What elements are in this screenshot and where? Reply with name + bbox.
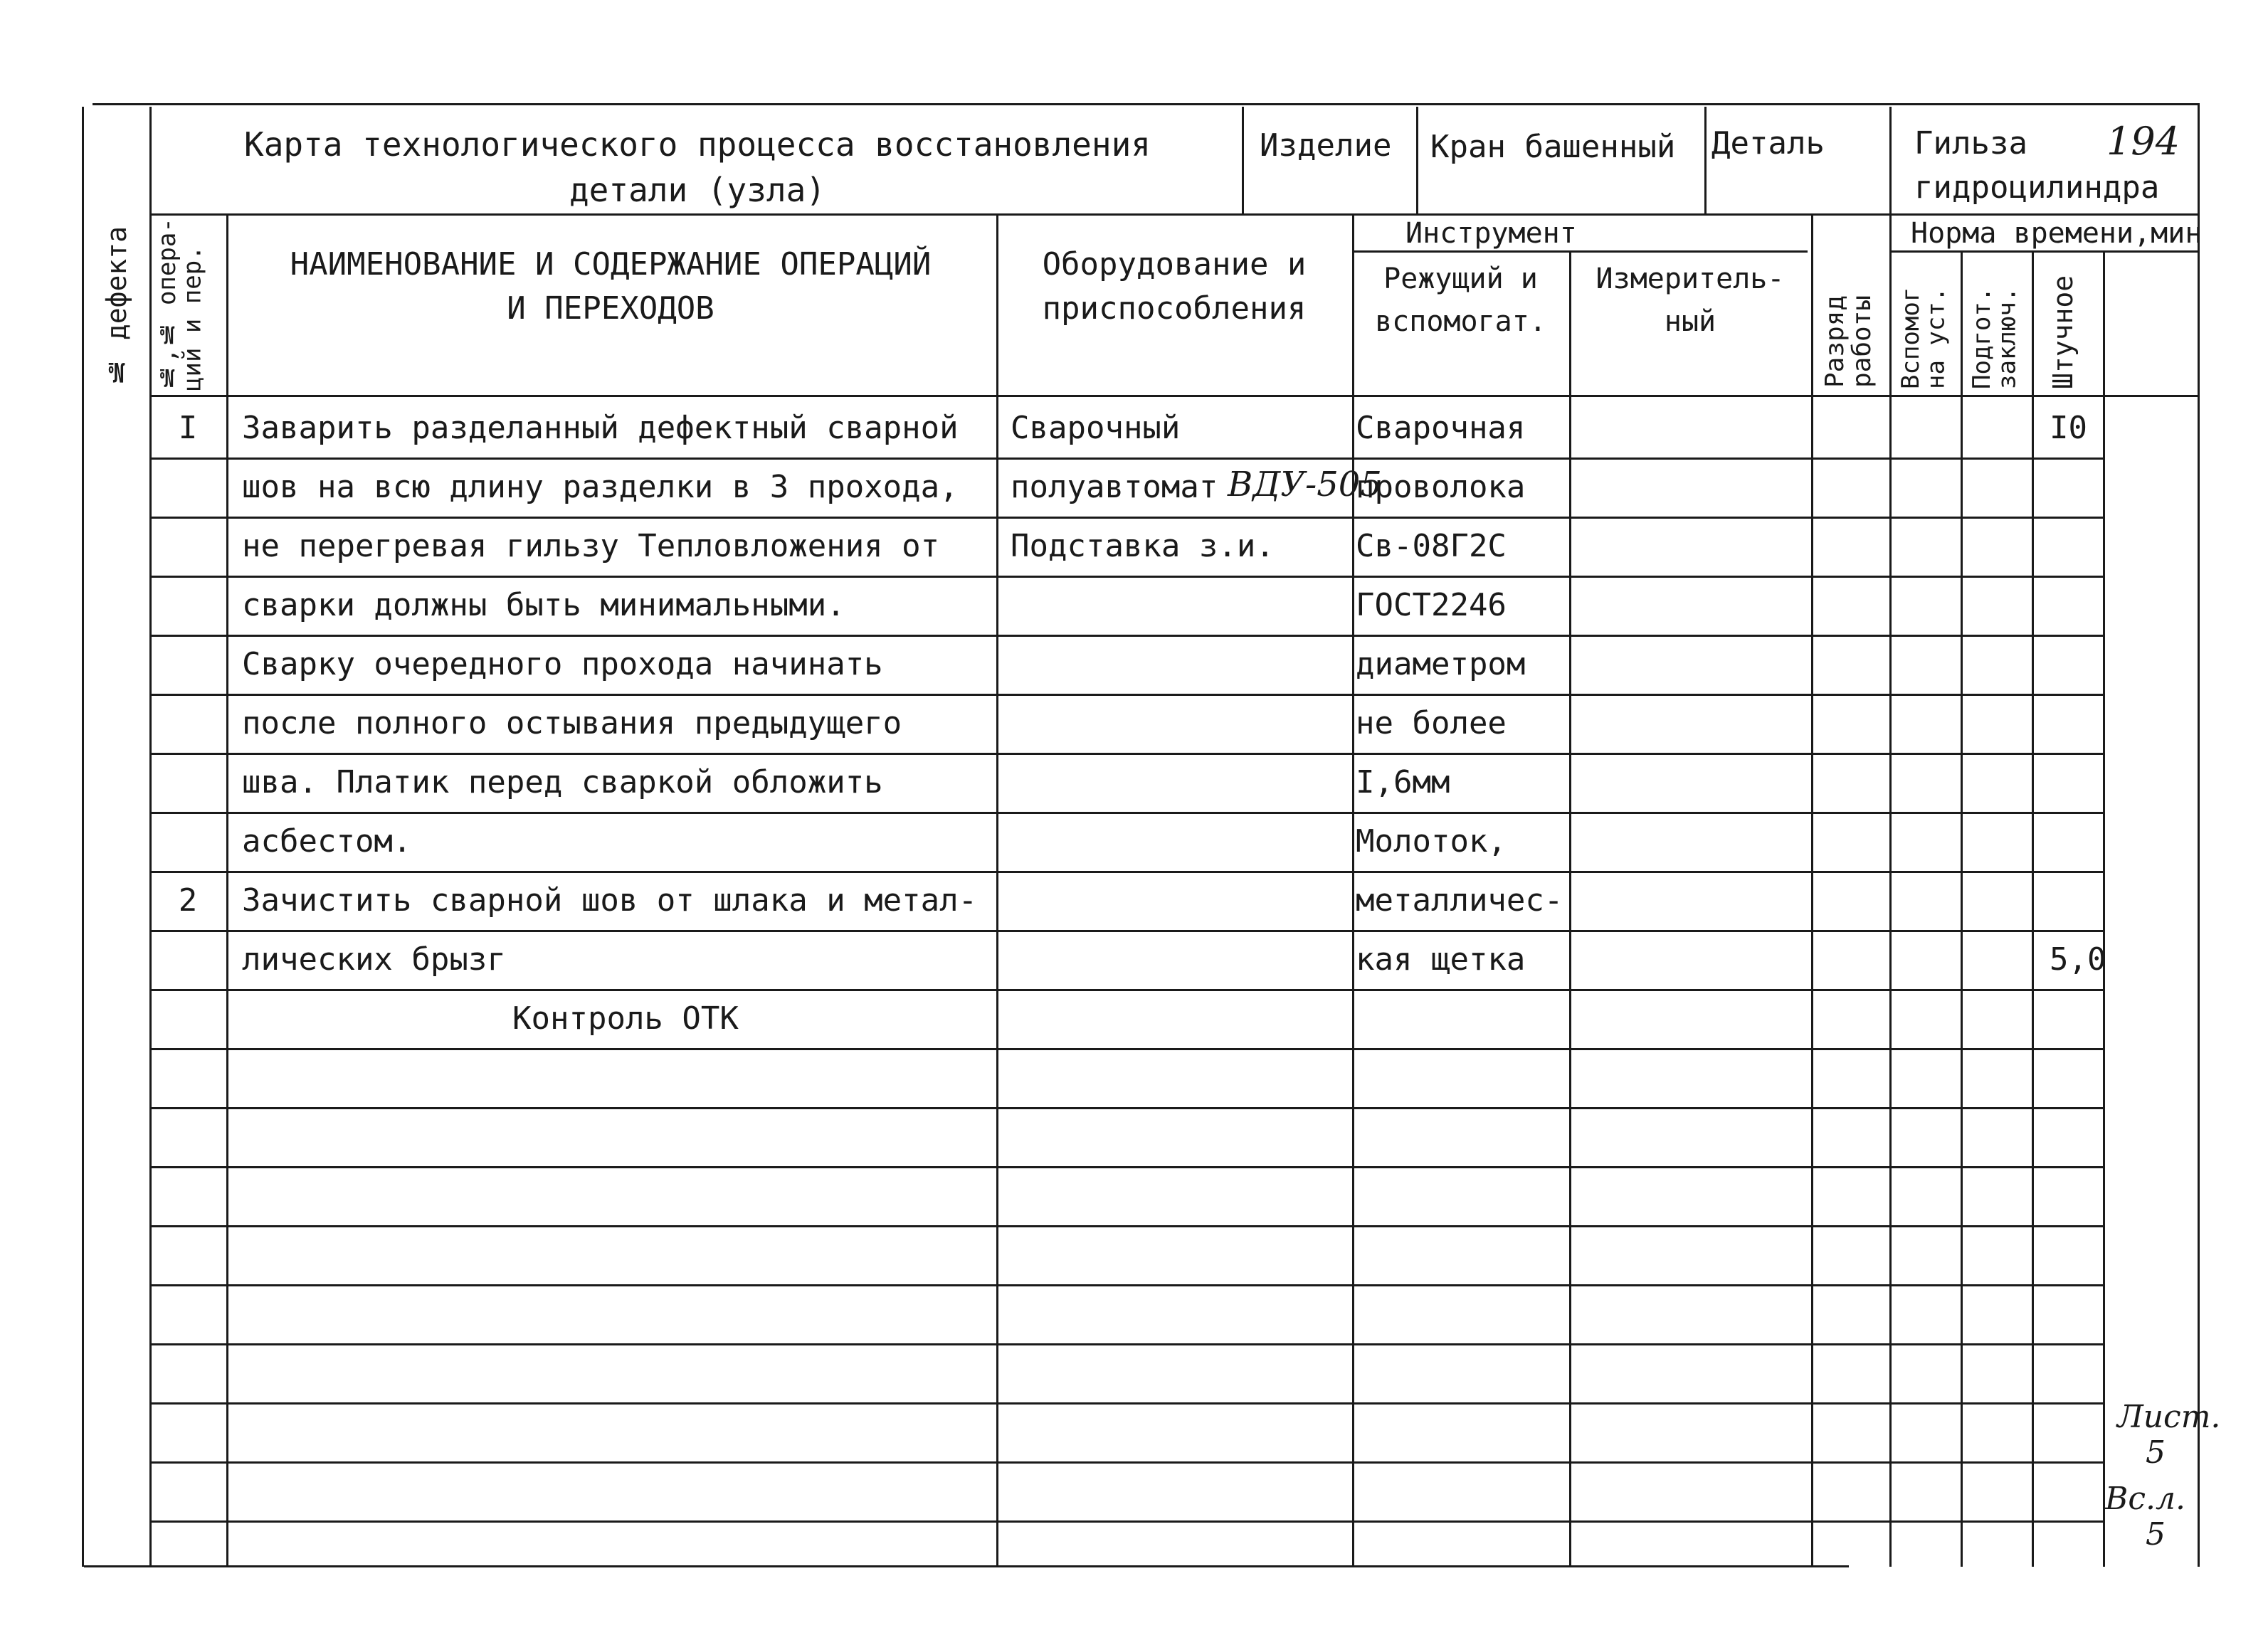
equipment-text: полуавтомат (1011, 469, 1218, 505)
tool-text: диаметром (1356, 646, 1526, 682)
col-piece-left (2032, 250, 2034, 1567)
row-rule (149, 1107, 2103, 1109)
tool-text: Молоток, (1356, 823, 1507, 859)
measuring-tool-header-line1: Измеритель- (1595, 263, 1785, 295)
row-rule (149, 1461, 2103, 1464)
operation-text: после полного остывания предыдущего (242, 705, 902, 741)
card-title (171, 125, 1224, 209)
row-rule (149, 871, 2103, 873)
left-border (82, 107, 84, 1567)
time-norm-rule (1889, 250, 2199, 253)
instrument-header: Инструмент (1405, 217, 1577, 250)
row-rule (149, 457, 2103, 460)
prep-time-header-line2: заключ. (1993, 287, 2022, 389)
operation-text: Заварить разделанный дефектный сварной (242, 410, 959, 446)
row-rule (149, 753, 2103, 755)
header-part-left (1704, 107, 1707, 213)
total-sheets-label: Вс.л. (2105, 1481, 2185, 1517)
total-sheets-value: 5 (2146, 1516, 2166, 1553)
equipment-text: Сварочный (1011, 410, 1181, 446)
tool-text: металличес- (1356, 882, 1563, 919)
bottom-border (84, 1565, 1849, 1567)
card-title-line2: детали (узла) (569, 171, 826, 209)
operation-number-line2: ций и пер. (178, 245, 207, 391)
operations-header-line2: И ПЕРЕХОДОВ (507, 290, 714, 327)
operation-number-line1: №,№ опера- (153, 218, 181, 391)
col-measure-left (1569, 250, 1571, 1567)
sheet-value: 5 (2146, 1434, 2166, 1471)
header-part-value-left (1889, 107, 1892, 213)
measuring-tool-header (1569, 265, 1811, 336)
top-border (93, 103, 2199, 105)
col-grade-left (1811, 213, 1813, 1567)
piece-time-value: 5,0 (2050, 941, 2106, 978)
equipment-header-line1: Оборудование и (1042, 246, 1307, 282)
cutting-tool-header (1352, 265, 1569, 336)
col-op-left (149, 107, 152, 1567)
col-extra-left (2103, 250, 2105, 1567)
row-rule (149, 1284, 2103, 1286)
measuring-tool-header-line2: ный (1664, 305, 1716, 338)
row-rule (149, 517, 2103, 519)
operation-number-header (155, 217, 206, 391)
aux-time-header-line2: на уст. (1921, 287, 1951, 389)
product-label: Изделие (1260, 127, 1392, 164)
cutting-tool-header-line2: вспомогат. (1375, 305, 1546, 338)
operations-header (226, 246, 995, 327)
defect-number-header (103, 224, 132, 388)
operation-text: лических брызг (242, 941, 506, 978)
tool-text: I,6мм (1356, 764, 1450, 800)
row-rule (149, 1343, 2103, 1345)
cutting-tool-header-line1: Режущий и (1383, 263, 1538, 295)
part-label: Деталь (1711, 125, 1825, 162)
row-rule (149, 930, 2103, 932)
piece-time-header (2047, 258, 2079, 389)
row-rule (149, 1520, 2103, 1523)
operation-text: Зачистить сварной шов от шлака и метал- (242, 882, 978, 919)
operation-number: 2 (178, 882, 198, 919)
col-tool-left (1352, 213, 1354, 1567)
col-text-left (226, 213, 228, 1567)
prep-time-header-line1: Подгот. (1968, 287, 1996, 389)
row-rule (149, 1402, 2103, 1405)
card-title-line1: Карта технологического процесса восстановления (244, 125, 1151, 164)
operations-header-line1: НАИМЕНОВАНИЕ И СОДЕРЖАНИЕ ОПЕРАЦИЙ (290, 246, 932, 282)
row-rule (149, 989, 2103, 991)
instrument-rule (1352, 250, 1808, 253)
row-rule (149, 812, 2103, 814)
prep-time-header (1970, 258, 2020, 389)
row-rule (149, 694, 2103, 696)
tool-text: проволока (1356, 469, 1526, 505)
tool-text: ГОСТ2246 (1356, 587, 1507, 623)
grade-header (1822, 263, 1876, 388)
operation-text: Контроль ОТК (512, 1000, 739, 1037)
time-norm-header: Норма времени,мин (1911, 217, 2203, 250)
part-number: 194 (2106, 119, 2180, 164)
tool-text: Сварочная (1356, 410, 1526, 446)
defect-number-label: № дефекта (101, 226, 132, 388)
header-product-left (1242, 107, 1244, 213)
tool-text: Св-08Г2С (1356, 528, 1507, 564)
grade-header-line1: Разряд (1820, 295, 1850, 388)
grade-header-line2: работы (1847, 295, 1877, 388)
product-value: Кран башенный (1430, 129, 1676, 165)
part-value-line2: гидроцилиндра (1914, 169, 2160, 206)
operation-text: асбестом. (242, 823, 412, 859)
equipment-handwritten: ВДУ-505 (1228, 465, 1382, 504)
row-rule (149, 635, 2103, 637)
right-border (2198, 103, 2200, 1567)
sheet-label: Лист. (2117, 1399, 2221, 1435)
col-aux-left (1889, 213, 1892, 1567)
operation-number: I (178, 410, 198, 446)
row-rule (149, 1166, 2103, 1168)
col-prep-left (1961, 250, 1963, 1567)
piece-time-header-label: Штучное (2047, 275, 2079, 389)
header-product-value-left (1416, 107, 1418, 213)
header-bottom-rule (149, 213, 2199, 216)
equipment-header-line2: приспособления (1042, 290, 1307, 327)
piece-time-value: I0 (2050, 410, 2087, 446)
aux-time-header-line1: Вспомог (1897, 287, 1925, 389)
operation-text: Сварку очередного прохода начинать (242, 646, 883, 682)
aux-time-header (1899, 258, 1949, 389)
equipment-text: Подставка з.и. (1011, 528, 1275, 564)
operation-text: сварки должны быть минимальными. (242, 587, 845, 623)
row-rule (149, 576, 2103, 578)
tool-text: не более (1356, 705, 1507, 741)
tool-text: кая щетка (1356, 941, 1526, 978)
row-rule (149, 1225, 2103, 1227)
operation-text: не перегревая гильзу Тепловложения от (242, 528, 940, 564)
equipment-header (996, 246, 1352, 327)
part-value-line1: Гильза (1914, 125, 2027, 162)
column-header-bottom-rule (149, 395, 2199, 397)
operation-text: шва. Платик перед сваркой обложить (242, 764, 883, 800)
col-equipment-left (996, 213, 998, 1567)
operation-text: шов на всю длину разделки в 3 прохода, (242, 469, 959, 505)
row-rule (149, 1048, 2103, 1050)
